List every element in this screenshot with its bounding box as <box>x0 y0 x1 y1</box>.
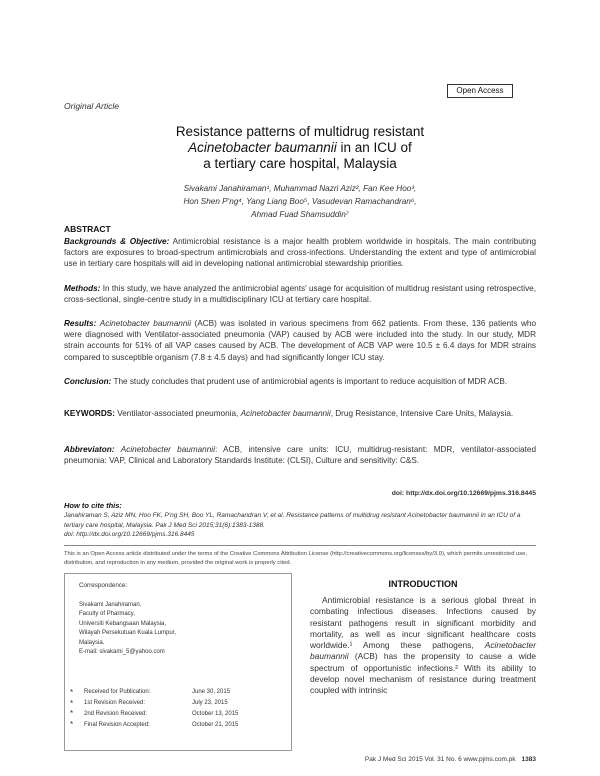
authors-line-1: Sivakami Janahiraman¹, Muhammad Nazri Aziz², Fan Kee Hoo³, <box>183 184 417 193</box>
page-footer <box>300 756 536 763</box>
correspondence-email[interactable]: E-mail: sivakami_5@yahoo.com <box>79 649 165 656</box>
page-number: 1383 <box>521 756 536 763</box>
citation-line: Janahiraman S, Aziz MN, Hoo FK, P'ng SH, Boo YL, Ramachandran V, et al. Resistance patterns of multidrug resistant Acinetobacter baumannii in an ICU of a tertiary care hospital, Malaysia. Pak J Med Sci 2015;31(6):1383-1388. <box>64 512 521 529</box>
title-line-3: a tertiary care hospital, Malaysia <box>203 156 397 171</box>
date-value: July 23, 2015 <box>192 700 228 707</box>
date-value: October 21, 2015 <box>192 721 239 728</box>
abstract-conclusion <box>64 376 536 387</box>
title-line-1: Resistance patterns of multidrug resistant <box>175 124 425 139</box>
open-access-badge: Open Access <box>447 84 513 98</box>
correspondence-line: Sivakami Janahiraman, <box>79 602 142 608</box>
abbreviations <box>64 444 536 466</box>
how-to-cite-heading: How to cite this: <box>64 501 122 510</box>
bullet-icon: * <box>70 698 74 708</box>
introduction-heading: INTRODUCTION <box>388 579 458 589</box>
correspondence-heading: Correspondence: <box>79 582 128 589</box>
intro-organism: Acinetobacter baumannii <box>310 640 536 662</box>
date-value: June 30, 2015 <box>192 689 231 696</box>
correspondence-line: Faculty of Pharmacy, <box>79 611 135 618</box>
methods-label: Methods: <box>64 284 101 293</box>
bullet-icon: * <box>70 720 74 730</box>
correspondence-line: Universiti Kebangsaan Malaysia, <box>79 620 167 627</box>
abstract-background <box>64 236 536 270</box>
date-row <box>70 687 282 698</box>
methods-text: In this study, we have analyzed the antimicrobial agents' usage for acquisition of multidrug resistant using retrospective, cross-sectional, single-centre study in a multidisciplinary ICU at tertiary care hospital. <box>64 284 536 305</box>
submission-dates <box>70 687 282 730</box>
abstract-heading: ABSTRACT <box>64 224 111 234</box>
bullet-icon: * <box>70 709 74 719</box>
date-label: Final Revision Accepted: <box>84 721 150 728</box>
divider <box>64 545 536 546</box>
date-label: 2nd Revision Received: <box>84 710 148 717</box>
intro-text-a: Antimicrobial resistance is a serious global threat in combating infectious diseases. Infections caused by resistant pathogens result in significant morbidity and mortality, as well as incur significant healthcare costs worldwide.¹ Among these pathogens, <box>310 595 536 651</box>
date-value: October 13, 2015 <box>192 710 239 717</box>
keywords-text-2: , Drug Resistance, Intensive Care Units, Malaysia. <box>330 409 514 418</box>
footer-journal: Pak J Med Sci 2015 Vol. 31 No. 6 www.pjms.com.pk <box>364 756 516 763</box>
title-organism: Acinetobacter baumannii <box>188 140 337 155</box>
abbreviation-organism: Acinetobacter baumannii <box>120 445 215 454</box>
bullet-icon: * <box>70 687 74 697</box>
title-line-2-suffix: in an ICU of <box>336 140 412 155</box>
background-label: Backgrounds & Objective: <box>64 237 170 246</box>
correspondence-line: Malaysia. <box>79 639 105 646</box>
abbreviation-label: Abbreviaton: <box>64 445 115 454</box>
correspondence-address <box>79 601 176 657</box>
date-row <box>70 709 282 720</box>
introduction-text <box>310 595 536 697</box>
correspondence-line: Wilayah Persekutuan Kuala Lumpur, <box>79 630 177 637</box>
abstract-results <box>64 318 536 363</box>
results-organism: Acinetobacter baumannii <box>99 319 192 328</box>
keywords-text-1: Ventilator-associated pneumonia, <box>114 409 241 418</box>
background-text: Antimicrobial resistance is a major health problem worldwide in hospitals. The main contributing factors are exposures to broad-spectrum antimicrobials and cross-infections. Understanding the extent and type of antimicrobial use in tertiary care hospitals will aid in developing national antimicrobial stewardship priorities. <box>64 237 537 269</box>
section-label: Original Article <box>64 101 119 111</box>
date-row <box>70 698 282 709</box>
conclusion-label: Conclusion: <box>64 377 112 386</box>
doi-link[interactable]: doi: http://dx.doi.org/10.12669/pjms.316.8445 <box>391 490 536 497</box>
conclusion-text: The study concludes that prudent use of antimicrobial agents is important to reduce acquisition of MDR ACB. <box>111 377 508 386</box>
results-label: Results: <box>64 319 97 328</box>
keywords-label: KEYWORDS: <box>64 409 115 418</box>
intro-text-b: (ACB) has the propensity to cause a wide spectrum of opportunistic infections.² With its ability to develop novel mechanism of resistance during treatment coupled with intrinsic <box>310 651 536 696</box>
author-list <box>90 182 510 221</box>
date-row <box>70 719 282 730</box>
license-notice: This is an Open Access article distributed under the terms of the Creative Commons Attribution License (http://creativecommons.org/licenses/by/3.0), which permits unrestricted use, distribution, and reproduction in any medium, provided the original work is properly cited. <box>64 551 527 566</box>
abbreviation-text: : ACB, intensive care units: ICU, multidrug-resistant: MDR, ventilator-associated pneumonia: VAP, Clinical and Laboratory Standards Institute: (CLSI), Culture and sensitivity: C&S. <box>64 445 536 466</box>
citation-doi[interactable]: doi: http://dx.doi.org/10.12669/pjms.316.8445 <box>64 531 195 538</box>
title-line-2 <box>100 140 500 156</box>
abstract-methods <box>64 283 536 305</box>
date-label: Received for Publication: <box>84 689 151 696</box>
keywords <box>64 408 536 419</box>
date-label: 1st Revision Received: <box>84 700 146 707</box>
article-title <box>100 124 500 172</box>
authors-line-3: Ahmad Fuad Shamsuddin⁷ <box>251 210 349 219</box>
how-to-cite-text <box>64 511 536 540</box>
results-text: (ACB) was isolated in various specimens from 662 patients. From these, 136 patients who were diagnosed with Ventilator-associated pneumonia (VAP) caused by ACB were included into the study. In our study, MDR strain accounts for 51% of all VAP cases caused by ACB. The development of ACB VAP were 10.5 ± 6.4 days for MDR strains compared to susceptible organism (7.8 ± 4.5 days) and had significantly longer ICU stay. <box>64 319 536 362</box>
authors-line-2: Hon Shen P'ng⁴, Yang Liang Boo⁵, Vasudevan Ramachandran⁶, <box>183 197 417 206</box>
keywords-organism: Acinetobacter baumannii <box>240 409 331 418</box>
